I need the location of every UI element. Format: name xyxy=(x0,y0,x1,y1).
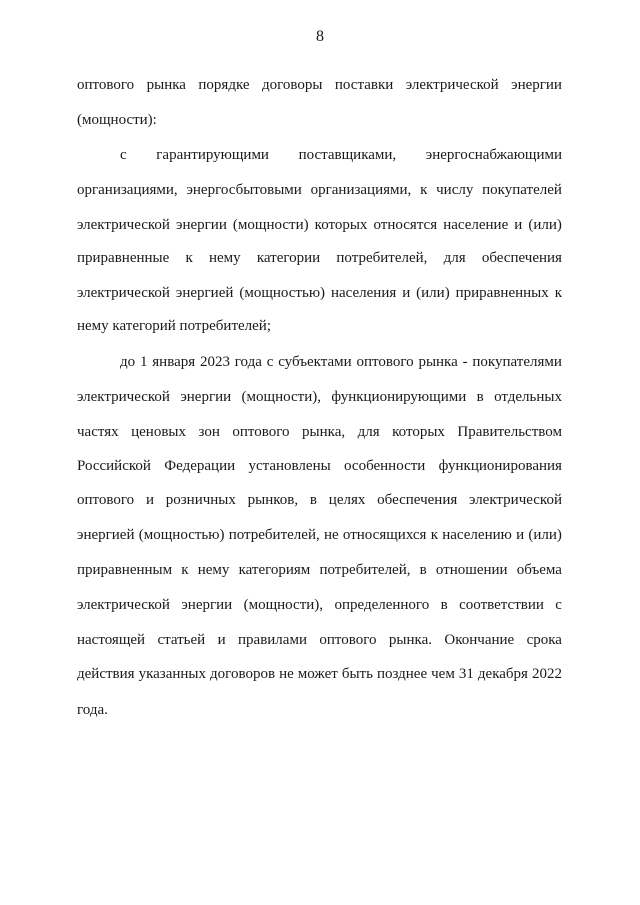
word: действия xyxy=(77,666,135,682)
word: покупателей xyxy=(482,182,562,198)
word: энергосбытовыми xyxy=(186,182,302,198)
word: рынка, xyxy=(302,424,346,440)
word: и xyxy=(516,527,525,543)
word: в xyxy=(440,597,448,613)
text-line xyxy=(77,664,562,684)
word: оптового xyxy=(319,632,377,648)
word: Правительством xyxy=(457,424,562,440)
word: 2022 xyxy=(531,666,562,682)
word: целях xyxy=(328,492,366,508)
word: Окончание xyxy=(444,632,515,648)
word: (мощности) xyxy=(232,217,309,233)
word: рынков, xyxy=(247,492,299,508)
text-line xyxy=(77,630,562,650)
word: и xyxy=(145,492,154,508)
text-line xyxy=(77,75,562,95)
word: объема xyxy=(516,562,562,578)
word: населению xyxy=(442,527,512,543)
word: категориям xyxy=(238,562,311,578)
text-line xyxy=(77,387,562,407)
text-line xyxy=(77,595,562,615)
word: потребителей, xyxy=(228,527,320,543)
word: быть xyxy=(341,666,373,682)
word: функционирования xyxy=(438,458,562,474)
word: позднее xyxy=(376,666,428,682)
word: поставщиками, xyxy=(298,147,397,163)
word: (или) xyxy=(528,527,562,543)
word: отдельных xyxy=(494,389,562,405)
word: для xyxy=(443,250,466,266)
word: ценовых xyxy=(131,424,186,440)
word: оптового xyxy=(77,77,135,93)
word: (мощностью) xyxy=(239,285,326,301)
word: может xyxy=(297,666,338,682)
word: электрической xyxy=(469,492,562,508)
word: договоров xyxy=(210,666,276,682)
text-line: года. xyxy=(77,702,108,718)
word: установлены xyxy=(248,458,331,474)
text-line xyxy=(77,456,562,476)
word: (мощности), xyxy=(243,597,324,613)
word: и xyxy=(402,285,411,301)
word: которых xyxy=(314,217,368,233)
word: Федерации xyxy=(164,458,236,474)
word: января xyxy=(152,354,196,370)
word: в xyxy=(419,562,427,578)
text-line xyxy=(77,248,562,268)
word: отношении xyxy=(435,562,508,578)
word: нему xyxy=(208,250,241,266)
word: обеспечения xyxy=(481,250,562,266)
text-line: (мощности): xyxy=(77,112,157,128)
word: население xyxy=(443,217,509,233)
text-line xyxy=(77,490,562,510)
word: к xyxy=(181,562,189,578)
word: приравненные xyxy=(77,250,170,266)
word: и xyxy=(217,632,226,648)
word: для xyxy=(357,424,380,440)
text-line xyxy=(77,422,562,442)
word: которых xyxy=(392,424,445,440)
word: определенного xyxy=(334,597,430,613)
word: к xyxy=(430,527,438,543)
text-line xyxy=(77,180,562,200)
word: с xyxy=(120,147,127,163)
word: 1 xyxy=(139,354,148,370)
word: относятся xyxy=(373,217,438,233)
text-line xyxy=(77,215,562,235)
word: приравненных xyxy=(455,285,549,301)
word: к xyxy=(185,250,193,266)
word: категории xyxy=(256,250,321,266)
word: электрической xyxy=(77,285,170,301)
word: приравненным xyxy=(77,562,173,578)
word: (мощности), xyxy=(241,389,321,405)
word: с xyxy=(266,354,274,370)
word: не xyxy=(323,527,339,543)
word: потребителей, xyxy=(319,562,411,578)
word: года xyxy=(234,354,262,370)
word: (мощностью) xyxy=(138,527,225,543)
word: указанных xyxy=(138,666,207,682)
word: оптового xyxy=(77,492,135,508)
word: договоры xyxy=(261,77,323,93)
word: электрической xyxy=(77,389,170,405)
word: рынка xyxy=(146,77,186,93)
text-line: нему категорий потребителей; xyxy=(77,318,271,334)
word: населения xyxy=(330,285,397,301)
text-line xyxy=(77,525,562,545)
word: 2023 xyxy=(199,354,230,370)
word: энергии xyxy=(181,597,233,613)
word: электрической xyxy=(77,217,170,233)
word: к xyxy=(420,182,428,198)
word: с xyxy=(555,597,562,613)
word: энергии xyxy=(511,77,562,93)
word: оптового xyxy=(232,424,290,440)
word: числу xyxy=(436,182,474,198)
word: оптового xyxy=(356,354,414,370)
word: энергии xyxy=(176,217,227,233)
word: частях xyxy=(77,424,119,440)
word: зон xyxy=(198,424,220,440)
word: в xyxy=(309,492,318,508)
word: потребителей, xyxy=(336,250,428,266)
word: энергией xyxy=(77,527,135,543)
word: статьей xyxy=(157,632,206,648)
text-line xyxy=(120,352,562,372)
word: до xyxy=(120,354,136,370)
word: Российской xyxy=(77,458,151,474)
page-number: 8 xyxy=(316,28,324,45)
word: и xyxy=(514,217,523,233)
word: розничных xyxy=(165,492,236,508)
word: обеспечения xyxy=(377,492,458,508)
word: энергоснабжающими xyxy=(425,147,562,163)
word: декабря xyxy=(477,666,528,682)
word: соответствии xyxy=(459,597,544,613)
word: функционирующими xyxy=(331,389,467,405)
word: гарантирующими xyxy=(156,147,269,163)
word: - xyxy=(462,354,468,370)
word: срока xyxy=(526,632,562,648)
word: рынка xyxy=(418,354,458,370)
word: (или) xyxy=(528,217,562,233)
word: рынка. xyxy=(388,632,432,648)
text-line xyxy=(77,283,562,303)
word: организациями, xyxy=(77,182,178,198)
word: электрической xyxy=(77,597,170,613)
word: не xyxy=(279,666,294,682)
word: настоящей xyxy=(77,632,146,648)
word: нему xyxy=(197,562,230,578)
word: электрической xyxy=(405,77,499,93)
text-line xyxy=(77,560,562,580)
word: особенности xyxy=(344,458,426,474)
word: энергией xyxy=(175,285,234,301)
word: правилами xyxy=(238,632,307,648)
word: к xyxy=(554,285,562,301)
word: относящихся xyxy=(342,527,427,543)
text-line xyxy=(120,145,562,165)
word: 31 xyxy=(458,666,474,682)
word: порядке xyxy=(198,77,250,93)
word: в xyxy=(476,389,484,405)
word: организациями, xyxy=(310,182,412,198)
word: покупателями xyxy=(472,354,562,370)
word: (или) xyxy=(416,285,450,301)
word: поставки xyxy=(334,77,394,93)
word: чем xyxy=(431,666,455,682)
word: энергии xyxy=(180,389,232,405)
word: субъектами xyxy=(278,354,352,370)
